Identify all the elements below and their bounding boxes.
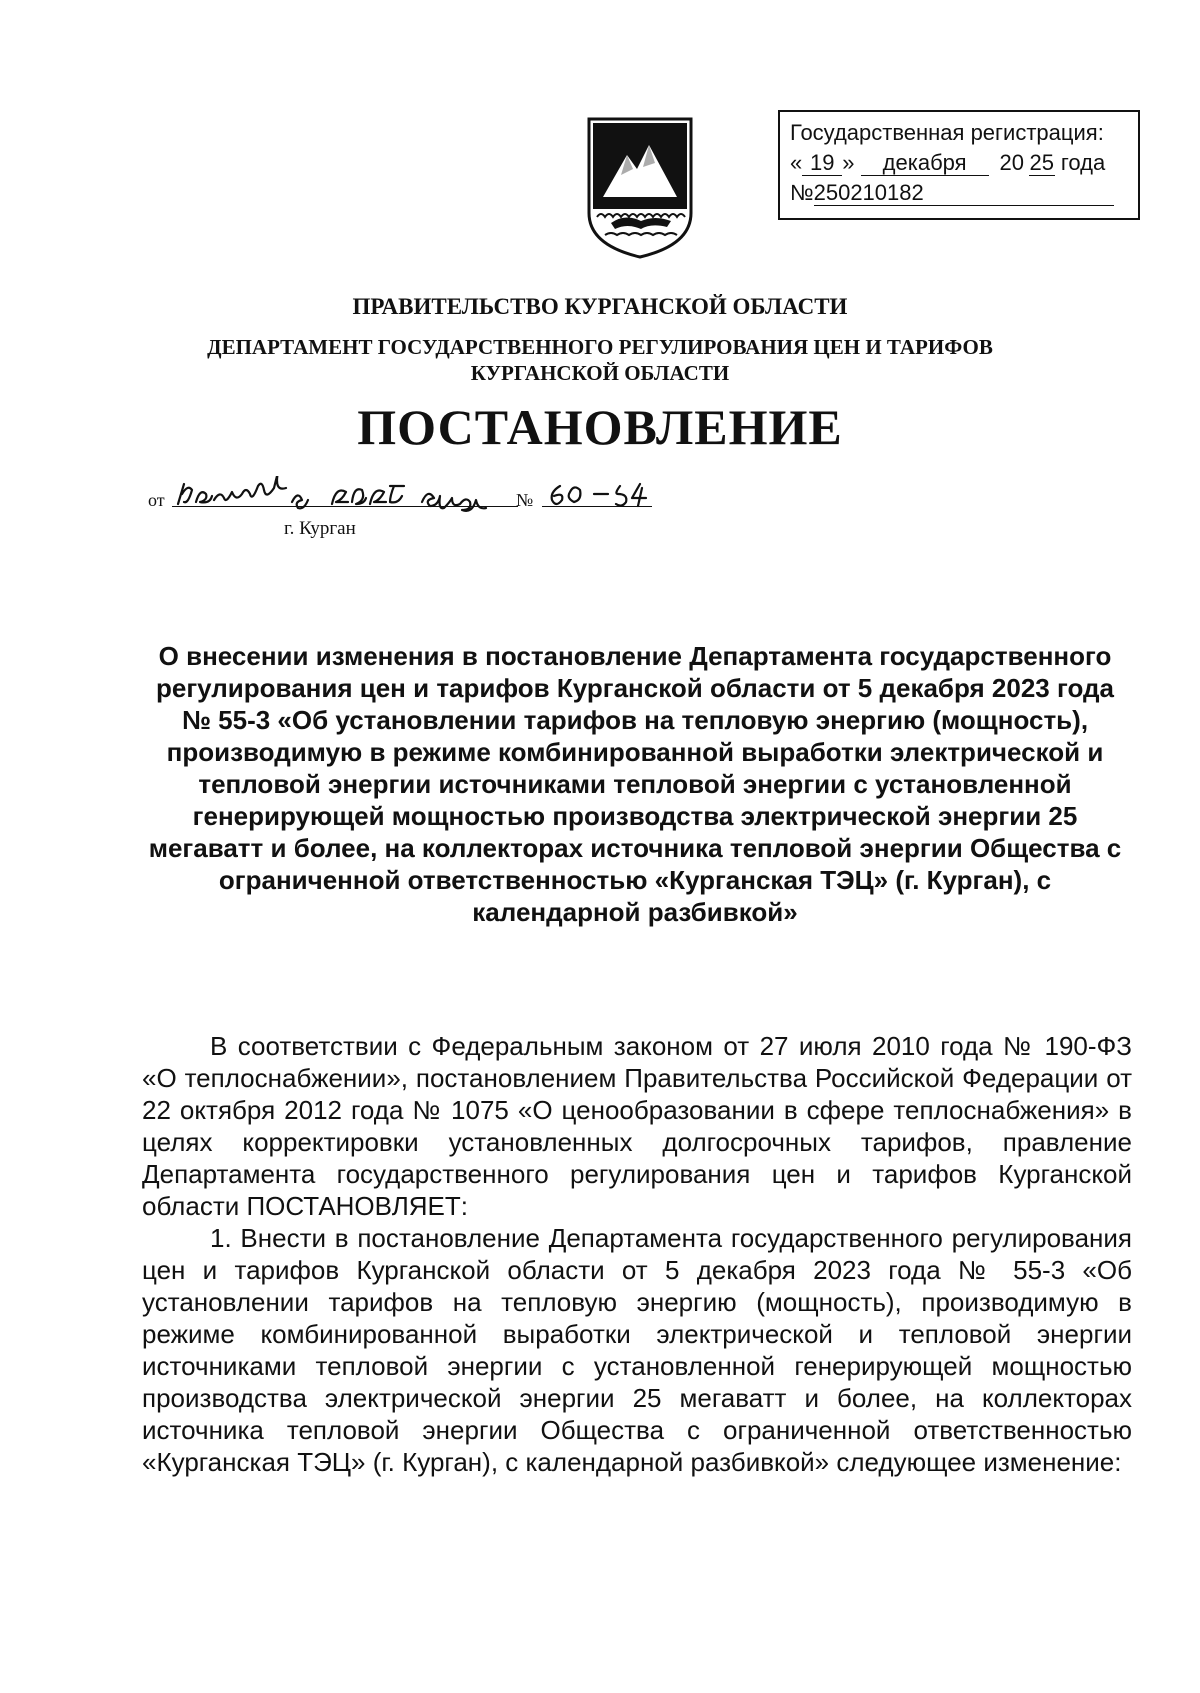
body-paragraph-2: 1. Внести в постановление Департамента государственного регулирования цен и тарифов Курганской области от 5 декабря 2023 года № 55-3 «Об установлении тарифов на тепловую энергию (мощность), производимую в режиме комбинированной выработки электрической и тепловой энергии источниками тепловой энергии с установленной генерирующей мощностью производства электрической энергии 25 мегаватт и более, на коллекторах источника тепловой энергии Общества с ограниченной ответственностью «Курганская ТЭЦ» (г. Курган), с календарной разбивкой» следующее изменение: (142, 1223, 1132, 1477)
registration-month: декабря (861, 151, 989, 176)
city-label: г. Курган (284, 518, 356, 539)
government-title: ПРАВИТЕЛЬСТВО КУРГАНСКОЙ ОБЛАСТИ (352, 294, 848, 319)
registration-label: Государственная регистрация: (790, 120, 1104, 145)
registration-stamp-box (778, 110, 1140, 220)
department-title (0, 334, 1200, 386)
document-body (142, 1030, 1132, 1478)
registration-date: « 19 » декабря 20 25 года (790, 150, 1106, 175)
date-underline (172, 506, 518, 507)
coat-of-arms-emblem (585, 117, 695, 259)
document-type-title: ПОСТАНОВЛЕНИЕ (357, 399, 843, 455)
registration-number: №250210182 (790, 178, 1128, 208)
date-number-row (148, 482, 668, 542)
department-title-line2: КУРГАНСКОЙ ОБЛАСТИ (470, 361, 730, 385)
registration-day: 19 (802, 151, 842, 176)
registration-year-word: года (1060, 150, 1106, 175)
body-paragraph-1: В соответствии с Федеральным законом от 27 июля 2010 года № 190-ФЗ «О теплоснабжении», постановлением Правительства Российской Федерации от 22 октября 2012 года № 1075 «О ценообразовании в сфере теплоснабжения» в целях корректировки установленных долгосрочных тарифов, правление Департамента государственного регулирования цен и тарифов Курганской области ПОСТАНОВЛЯЕТ: (142, 1031, 1132, 1221)
document-subject: О внесении изменения в постановление Департамента государственного регулирования цен и тарифов Курганской области от 5 декабря 2023 года № 55-3 «Об установлении тарифов на тепловую энергию (мощность), производимую в режиме комбинированной выработки электрической и тепловой энергии источниками тепловой энергии с установленной генерирующей мощностью производства электрической энергии 25 мегаватт и более, на коллекторах источника тепловой энергии Общества с ограниченной ответственностью «Курганская ТЭЦ» (г. Курган), с календарной разбивкой» (148, 641, 1122, 927)
date-from-label: от (148, 490, 165, 510)
number-label: № (516, 490, 534, 510)
registration-number-value: 250210182 (814, 181, 1114, 206)
registration-year-prefix: 20 (999, 150, 1024, 175)
handwritten-date (172, 476, 512, 516)
department-title-line1: ДЕПАРТАМЕНТ ГОСУДАРСТВЕННОГО РЕГУЛИРОВАНИЯ ЦЕН И ТАРИФОВ (207, 335, 993, 359)
registration-year-suffix: 25 (1029, 150, 1054, 175)
number-underline (542, 506, 652, 507)
handwritten-number (544, 476, 654, 516)
